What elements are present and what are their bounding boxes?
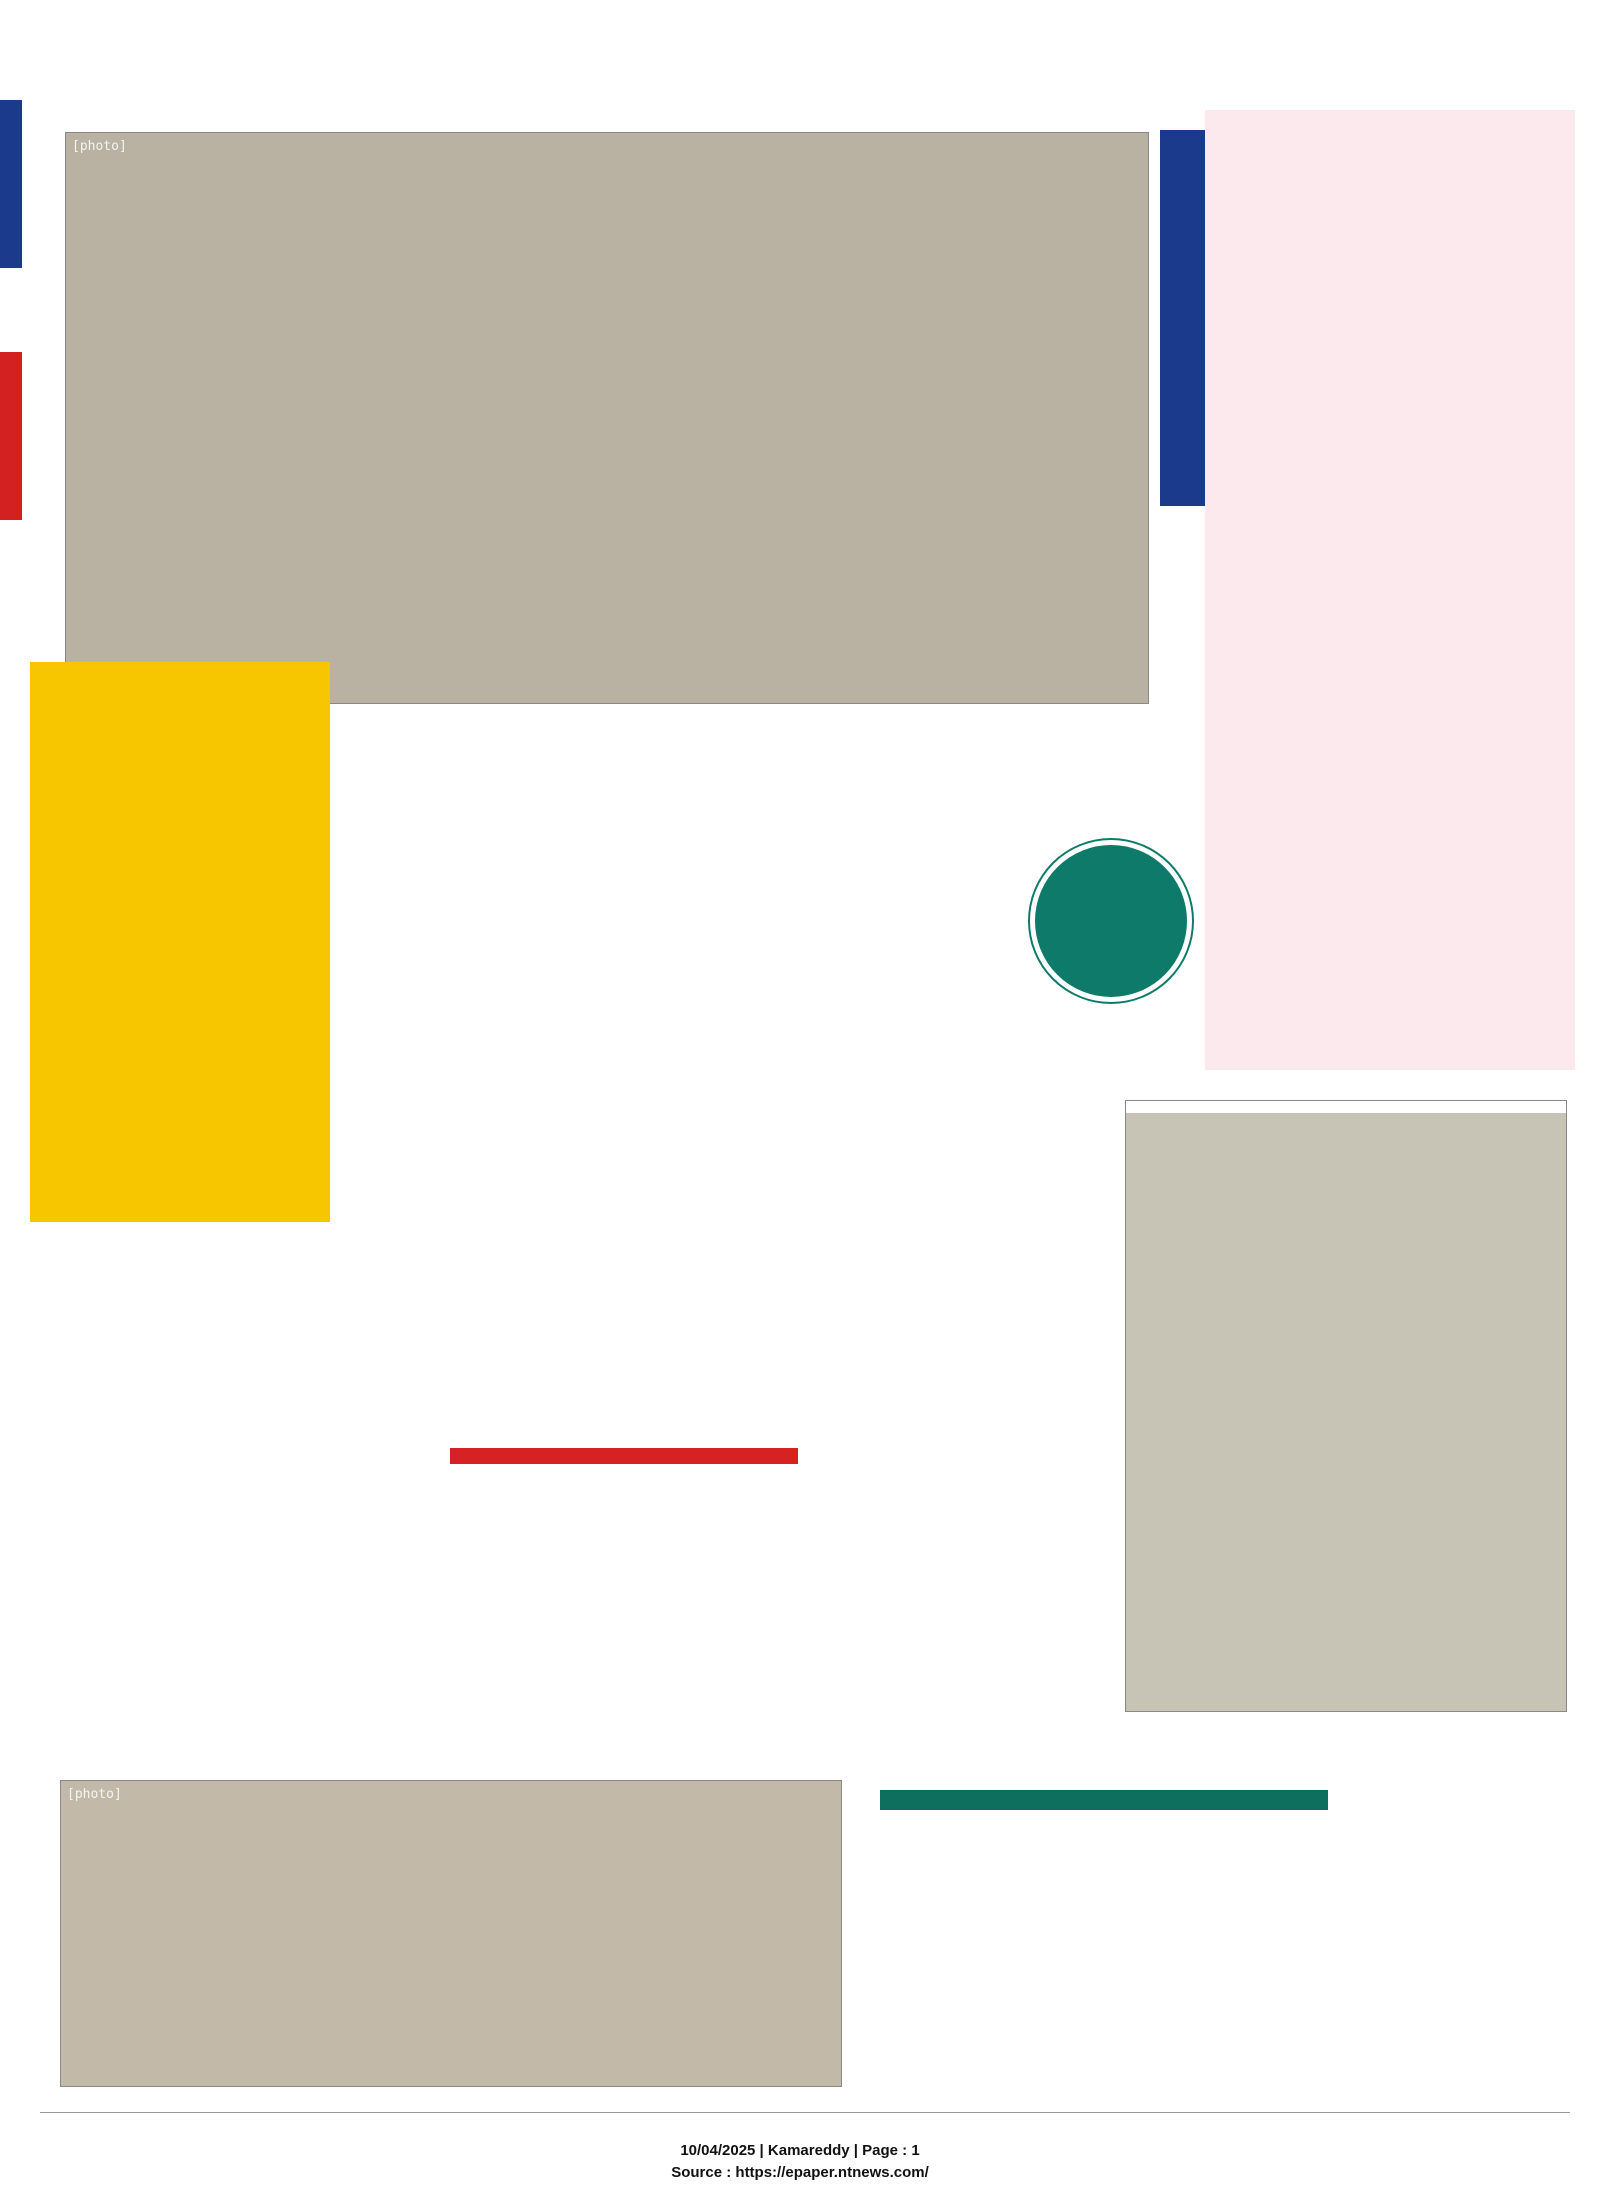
highlights-box <box>30 662 330 1222</box>
right-column-story <box>1205 110 1575 1070</box>
footer <box>0 2140 1600 2184</box>
teal-section-story <box>875 1850 1575 2085</box>
left-column-story <box>60 1275 405 1775</box>
left-edge-strip <box>0 100 22 520</box>
procurement-badge <box>1030 840 1192 1002</box>
right-photo-police <box>1125 1100 1567 1712</box>
main-photo-protest <box>65 132 1149 704</box>
footer-divider <box>40 2112 1570 2113</box>
lead-block <box>410 1132 1100 1138</box>
right-photo-caption <box>1126 1101 1566 1113</box>
red-section-story <box>450 1505 1100 1750</box>
footer-source: Source : https://epaper.ntnews.com/ <box>671 2164 929 2181</box>
masthead <box>0 0 1600 95</box>
teal-subhead <box>880 1790 1328 1810</box>
photo-placeholder-label: [photo] <box>72 139 127 154</box>
red-subhead <box>450 1448 798 1464</box>
footer-date-edition: 10/04/2025 | Kamareddy | Page : 1 <box>680 2142 920 2159</box>
bottom-photo-petition <box>60 1780 842 2087</box>
photo-placeholder-label: [photo] <box>67 1787 122 1802</box>
vertical-section-label <box>1160 130 1210 506</box>
